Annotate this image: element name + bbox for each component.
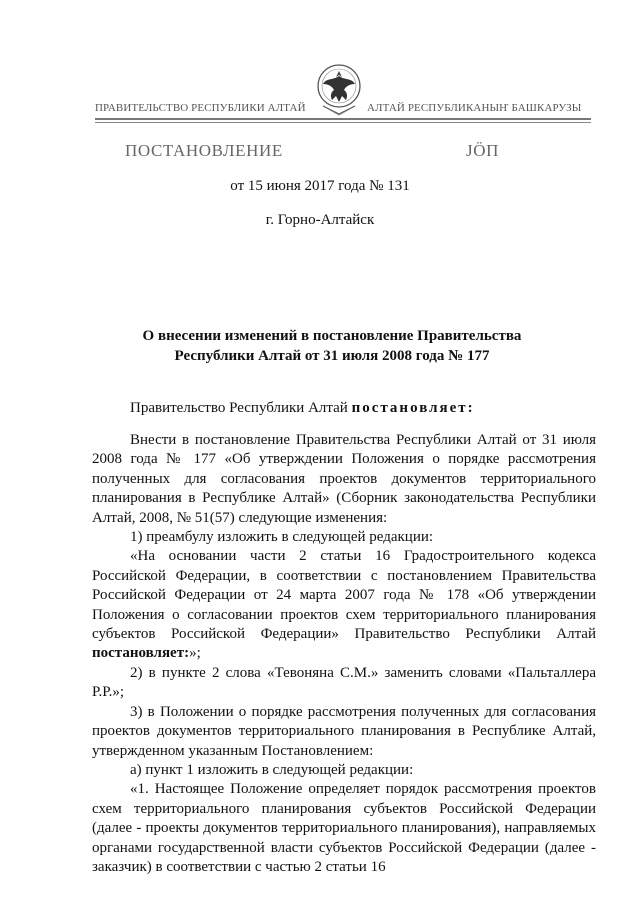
- document-date-number: от 15 июня 2017 года № 131: [230, 178, 410, 194]
- organization-name-alt: АЛТАЙ РЕСПУБЛИКАНЫҤ БАШКАРУЗЫ: [367, 102, 582, 114]
- header-divider-thin: [95, 122, 591, 123]
- decree-bold-word: постановляет:: [351, 400, 475, 416]
- body-paragraph: 1) преамбулу изложить в следующей редакции:: [130, 529, 434, 546]
- body-paragraph: [92, 547, 596, 663]
- title-line-2: Республики Алтай от 31 июля 2008 года № 177: [174, 348, 490, 364]
- document-type-alt: JӦП: [466, 141, 499, 160]
- document-title: [92, 326, 572, 366]
- preamble-end: »;: [189, 645, 201, 662]
- organization-name-ru: ПРАВИТЕЛЬСТВО РЕСПУБЛИКИ АЛТАЙ: [95, 102, 306, 114]
- document-type-ru: ПОСТАНОВЛЕНИЕ: [125, 141, 283, 160]
- title-line-1: О внесении изменений в постановление Правительства: [142, 328, 522, 344]
- decree-text: Правительство Республики Алтай: [130, 400, 352, 416]
- body-paragraph: 2) в пункте 2 слова «Тевоняна С.М.» заменить словами «Пальталлера Р.Р.»;: [92, 664, 596, 701]
- body-paragraph: «1. Настоящее Положение определяет порядок рассмотрения проектов схем территориального планирования субъектов Российской Федерации (далее - проекты документов территориального планирования), направляемых органами государственной власти субъектов Российской Федерации (далее - заказчик) в соответствии с частью 2 статьи 16: [92, 781, 596, 875]
- document-body: [92, 431, 596, 877]
- header-divider-thick: [95, 118, 591, 120]
- body-paragraph: Внести в постановление Правительства Республики Алтай от 31 июля 2008 года № 177 «Об утверждении Положения о порядке рассмотрения полученных для согласования проектов документов территориального планирования в Республике Алтай» (Сборник законодательства Республики Алтай, 2008, № 51(57) следующие изменения:: [92, 432, 596, 526]
- document-city: г. Горно-Алтайск: [265, 212, 375, 228]
- body-paragraph: 3) в Положении о порядке рассмотрения полученных для согласования проектов документов территориального планирования в Республике Алтай, утвержденном указанным Постановлением:: [92, 703, 596, 759]
- preamble-text: «На основании части 2 статьи 16 Градостроительного кодекса Российской Федерации, в соответствии с постановлением Правительства Российской Федерации от 24 марта 2007 года № 178 «Об утверждении Положения о согласовании проектов схем территориального планирования субъектов Российской Федерации» Правительство Республики Алтай: [92, 548, 596, 643]
- preamble-bold-word: постановляет:: [92, 645, 190, 662]
- republic-emblem-icon: [314, 62, 364, 118]
- decree-statement: [130, 400, 475, 417]
- body-paragraph: а) пункт 1 изложить в следующей редакции:: [130, 761, 414, 778]
